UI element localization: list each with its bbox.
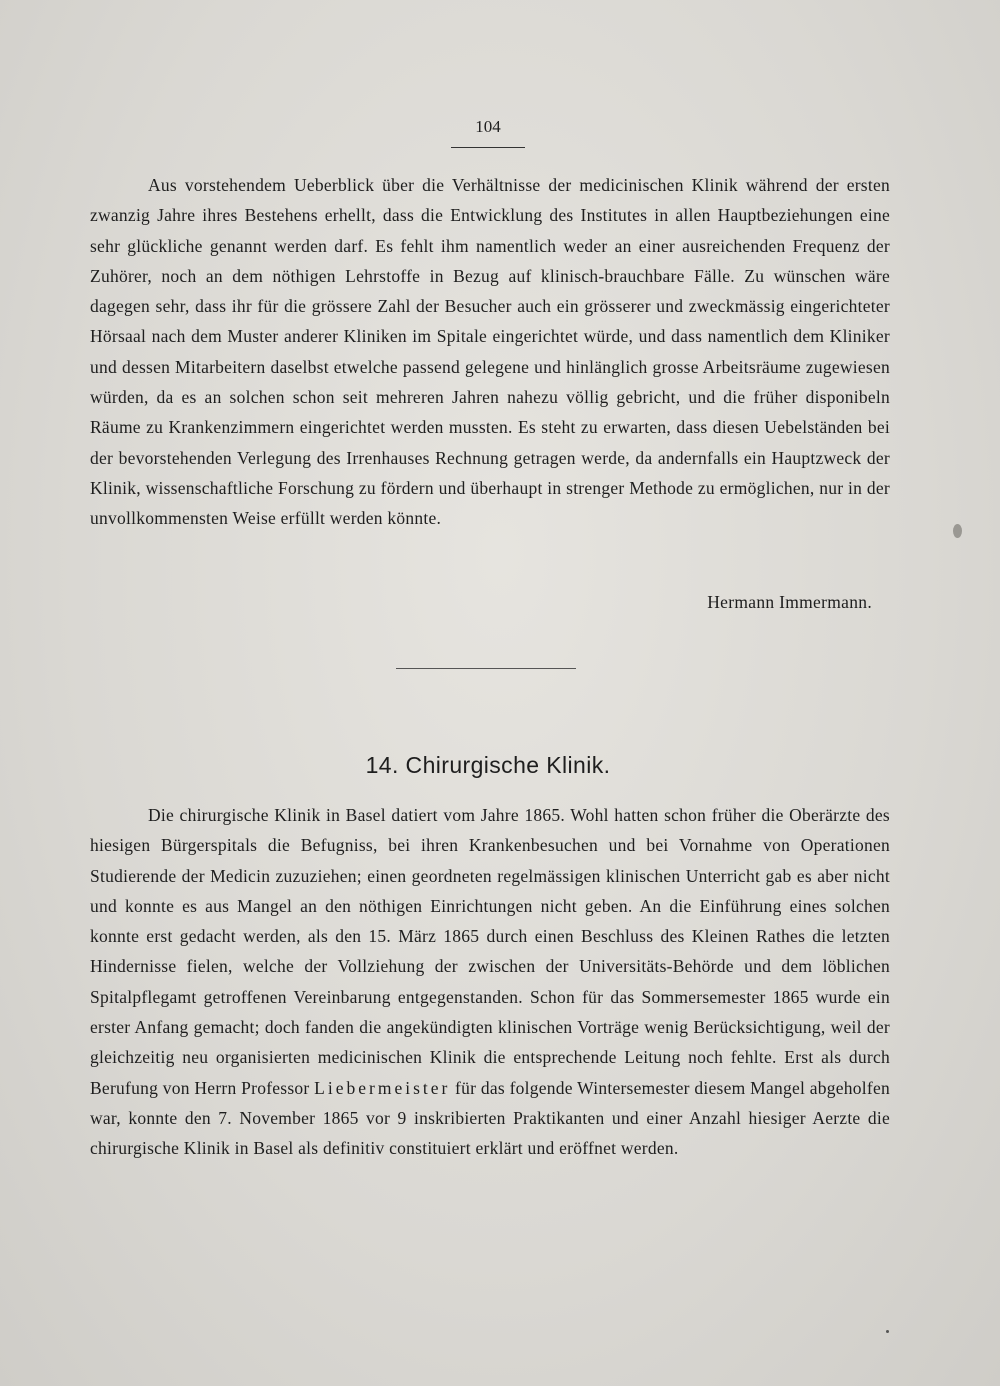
closing-paragraph: Aus vorstehendem Ueberblick über die Verhältnisse der medicinischen Klinik während der ersten zwanzig Jahre ihres Bestehens erhellt, dass die Entwicklung des Institutes in allen Hauptbeziehungen eine sehr glückliche genannt werden darf. Es fehlt ihm namentlich weder an einer ausreichenden Frequenz der Zuhörer, noch an dem nöthigen Lehrstoffe in Bezug auf klinisch-brauchbare Fälle. Zu wünschen wäre dagegen sehr, dass ihr für die grössere Zahl der Besucher auch ein grösserer und zweckmässig eingerichteter Hörsaal nach dem Muster anderer Kliniken im Spitale eingerichtet würde, und dass namentlich dem Kliniker und dessen Mitarbeitern daselbst etwelche passend gelegene und hinlänglich grosse Arbeitsräume zugewiesen würden, da es an solchen schon seit mehreren Jahren nahezu völlig gebricht, und die früher disponibeln Räume zu Krankenzimmern eingerichtet werden mussten. Es steht zu erwarten, dass diesen Uebelständen bei der bevorstehenden Verlegung des Irrenhauses Rechnung getragen werde, da andernfalls ein Hauptzweck der Klinik, wissenschaftliche Forschung zu fördern und überhaupt in strenger Methode zu ermöglichen, nur in der unvollkommensten Weise erfüllt werden könnte.: [90, 175, 890, 529]
section-separator: [396, 668, 576, 669]
page-number-rule: [451, 147, 525, 148]
section-heading: 14. Chirurgische Klinik.: [365, 752, 611, 778]
page-number: 104: [475, 117, 501, 136]
paragraph-text-part-2: für das folgende Wintersemester diesem Mangel abgeholfen war, konnte den 7. November 1865 vor 9 inskribierten Praktikanten und einer Anzahl hiesiger Aerzte die chirurgische Klinik in Basel als definitiv constituiert erklärt und eröffnet werden.: [90, 1077, 891, 1159]
paper-speck: [953, 524, 962, 538]
paper-dot: [886, 1330, 889, 1333]
closing-paragraph-block: [90, 170, 890, 534]
author-signature: Hermann Immermann.: [707, 592, 872, 612]
section-body-block: [90, 800, 890, 1164]
section-paragraph: [90, 800, 890, 1164]
spaced-name: Liebermeister: [314, 1077, 451, 1098]
paragraph-text-part-1: Die chirurgische Klinik in Basel datiert vom Jahre 1865. Wohl hatten schon früher die Oberärzte des hiesigen Bürgerspitals die Befugniss, bei ihren Krankenbesuchen und bei Vornahme von Operationen Studierende der Medicin zuzuziehen; einen geordneten regelmässigen klinischen Unterricht gab es aber nicht und konnte es aus Mangel an den nöthigen Einrichtungen nicht geben. An die Einführung eines solchen konnte erst gedacht werden, als den 15. März 1865 durch einen Beschluss des Kleinen Rathes die letzten Hindernisse fielen, welche der Vollziehung der zwischen der Universitäts-Behörde und dem löblichen Spitalpflegamt getroffenen Vereinbarung entgegenstanden. Schon für das Sommersemester 1865 wurde ein erster Anfang gemacht; doch fanden die angekündigten klinischen Vorträge wenig Berücksichtigung, weil der gleichzeitig neu organisierten medicinischen Klinik die entsprechende Leitung noch fehlte. Erst als durch Berufung von Herrn Professor: [90, 805, 890, 1098]
